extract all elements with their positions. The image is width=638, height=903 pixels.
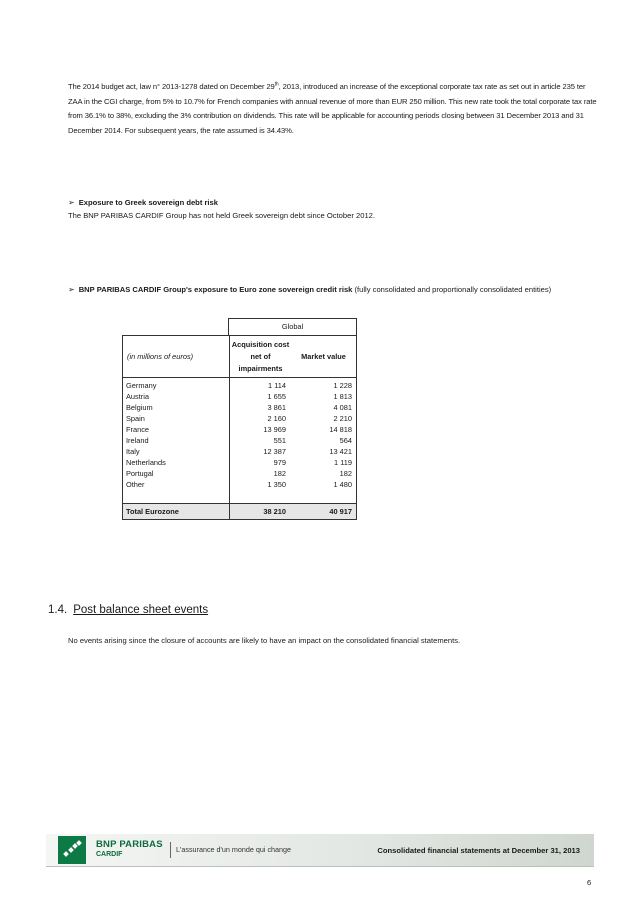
footer-document-title: Consolidated financial statements at December 31, 2013	[377, 846, 580, 855]
table-total-row	[122, 503, 357, 520]
row-market: 4 081	[333, 403, 352, 412]
table-row	[123, 446, 356, 457]
row-market: 1 228	[333, 381, 352, 390]
row-market: 2 210	[333, 414, 352, 423]
row-country: Other	[126, 480, 145, 489]
arrow-bullet-icon: ➢	[68, 285, 75, 294]
section-text: No events arising since the closure of accounts are likely to have an impact on the consolidated financial statements.	[68, 636, 461, 645]
bnp-stars-logo-icon	[58, 836, 86, 864]
row-country: Germany	[126, 381, 157, 390]
row-cost: 2 160	[267, 414, 286, 423]
header-cost-line2: net of	[250, 352, 271, 361]
row-country: France	[126, 425, 150, 434]
table-row	[123, 380, 356, 391]
row-market: 1 119	[334, 458, 352, 467]
table-row	[123, 413, 356, 424]
section-number: 1.4.	[48, 604, 68, 616]
row-cost: 979	[273, 458, 286, 467]
table-header-market: Market value	[301, 352, 346, 361]
table-row	[123, 479, 356, 490]
section-title: Post balance sheet events	[73, 604, 209, 616]
table-row	[123, 468, 356, 479]
row-market: 182	[339, 469, 352, 478]
table-row	[123, 435, 356, 446]
row-country: Netherlands	[126, 458, 166, 467]
row-cost: 182	[273, 469, 286, 478]
row-cost: 551	[273, 436, 286, 445]
page-number: 6	[587, 878, 592, 887]
total-market: 40 917	[329, 507, 352, 516]
row-cost: 1 350	[267, 480, 286, 489]
page-footer	[46, 834, 594, 867]
greek-title: Exposure to Greek sovereign debt risk	[78, 198, 218, 207]
table-row	[123, 391, 356, 402]
table-row	[123, 424, 356, 435]
table-header-cost	[229, 336, 291, 378]
row-country: Italy	[126, 447, 140, 456]
row-cost: 3 861	[267, 403, 286, 412]
total-label: Total Eurozone	[126, 507, 179, 516]
row-country: Portugal	[126, 469, 154, 478]
row-cost: 13 969	[263, 425, 286, 434]
intro-paragraph	[68, 80, 600, 138]
brand-name: BNP PARIBAS	[96, 839, 163, 850]
eurozone-suffix: (fully consolidated and proportionally consolidated entities)	[352, 285, 552, 294]
table-row	[123, 457, 356, 468]
intro-part1: The 2014 budget act, law n° 2013-1278 dated on December 29	[68, 82, 275, 91]
intro-sup: th	[274, 81, 279, 88]
row-market: 564	[339, 436, 352, 445]
table-row	[123, 402, 356, 413]
section-heading	[48, 604, 208, 616]
total-cost: 38 210	[263, 507, 286, 516]
header-cost-line1: Acquisition cost	[231, 340, 290, 349]
row-country: Ireland	[126, 436, 149, 445]
brand-sub: CARDIF	[96, 851, 123, 858]
row-cost: 1 114	[268, 381, 286, 390]
intro-part2: , 2013, introduced an increase of the exceptional corporate tax rate as set out in article 235 ter ZAA in the CGI charge, from 5% to 10.7% for French companies with annual revenue of more than EUR 250 million. This new rate took the total corporate tax rate from 36.1% to 38%, excluding the 3% contribution on dividends. This rate will be applicable for accounting periods closing between 31 December 2013 and 31 December 2014. For subsequent years, the rate assumed is 34.43%.	[68, 82, 597, 135]
eurozone-exposure-table	[122, 318, 356, 521]
row-country: Austria	[126, 392, 150, 401]
row-market: 14 818	[329, 425, 352, 434]
eurozone-heading	[68, 284, 551, 296]
row-cost: 1 655	[267, 392, 286, 401]
greek-heading	[68, 197, 218, 209]
eurozone-title: BNP PARIBAS CARDIF Group's exposure to Euro zone sovereign credit risk	[78, 285, 353, 294]
brand-tagline: L'assurance d'un monde qui change	[176, 845, 292, 854]
table-body	[122, 377, 357, 504]
table-column-headers	[122, 335, 357, 378]
header-cost-line3: impairments	[238, 364, 283, 373]
tagline-divider	[170, 842, 171, 858]
arrow-bullet-icon: ➢	[68, 198, 75, 207]
row-cost: 12 387	[263, 447, 286, 456]
row-country: Spain	[126, 414, 145, 423]
row-country: Belgium	[126, 403, 153, 412]
row-market: 13 421	[329, 447, 352, 456]
row-market: 1 480	[333, 480, 352, 489]
table-unit-label: (in millions of euros)	[127, 352, 194, 361]
greek-text: The BNP PARIBAS CARDIF Group has not held Greek sovereign debt since October 2012.	[68, 211, 375, 220]
table-group-header: Global	[228, 318, 357, 335]
row-market: 1 813	[333, 392, 352, 401]
